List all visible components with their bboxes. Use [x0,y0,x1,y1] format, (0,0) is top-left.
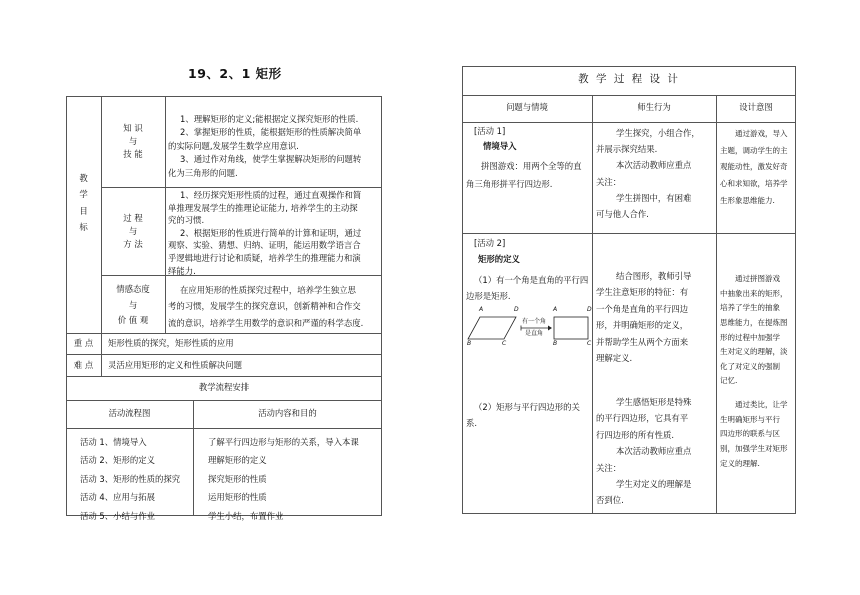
fig-label-B: B [467,340,472,347]
difficulty-value: 灵活应用矩形的定义和性质解决问题 [108,360,242,370]
list-item: 了解平行四边形与矩形的关系，导入本课 [208,437,359,447]
list-item: 运用矩形的性质 [208,492,267,503]
process-label: 过 程 与 方 法 [123,213,143,250]
fig-arrow-bottom: 是直角 [525,330,544,337]
act2-name: 矩形的定义 [478,254,520,264]
rectangle-figure [466,308,592,350]
act2-tag: [活动 2] [474,238,506,248]
act1-teacher: 学生探究，小组合作， 并展示探究结果. 本次活动教师应重点 关注： 学生拼图中，有困难 可与他人合作. [596,128,700,220]
list-item: 活动 1、情境导入 [80,437,147,447]
act2-intent-1: 通过拼图游戏 中抽象出来的矩形， 培养了学生的抽象 思维能力，在提炼图 形的过程中加强学 生对定义的理解，淡 化了对定义的强制 记忆. [720,274,788,386]
header-problem: 问题与情境 [506,102,548,112]
emotion-text: 在应用矩形的性质探究过程中，培养学生独立思 考的习惯，发展学生的探究意识，创新精神和合作交 流的意识，培养学生用数学的意识和严谨的科学态度. [168,285,364,328]
process-title: 教 学 过 程 设 计 [578,73,680,85]
act2-intent-2: 通过类比，让学 生明确矩形与平行 四边形的联系与区 别，加强学生对矩形 定义的理解. [720,400,788,468]
flow-activity-list [80,433,180,525]
act2-def-text: （1）有一个角是直角的平行四 边形是矩形. [466,275,589,302]
list-item: 探究矩形的性质 [208,473,267,484]
list-item: 活动 4、应用与拓展 [80,492,155,503]
flow-header-content: 活动内容和目的 [258,408,317,418]
act1-text: 拼图游戏：用两个全等的直 角三角形拼平行四边形. [466,161,582,189]
fig-label-D2: D [587,306,592,313]
list-item: 理解矩形的定义 [208,455,267,466]
fig-label-C2: C [587,340,592,347]
emotion-label: 情感态度 与 价 值 观 [116,284,150,326]
act2-teacher-2: 学生感悟矩形是特殊 的平行四边形，它具有平 行四边形的所有性质. 本次活动教师应重点 关注： 学生对定义的理解是 否到位. [596,397,692,506]
act1-tag: [活动 1] [474,126,506,136]
fig-label-B2: B [553,340,558,347]
list-item: 学生小结，布置作业 [208,510,284,521]
act2-relation-text: （2）矩形与平行四边形的关 系. [466,402,580,429]
flow-title: 教学流程安排 [198,382,250,392]
key-point-value: 矩形性质的探究，矩形性质的应用 [108,338,234,348]
fig-label-D: D [514,306,519,313]
header-behavior: 师生行为 [637,102,671,112]
knowledge-label: 知 识 与 技 能 [123,123,143,160]
knowledge-text: 1、理解矩形的定义;能根据定义探究矩形的性质. 2、掌握矩形的性质，能根据矩形的性质解决简单 的实际问题,发展学生数学应用意识. 3、通过作对角线，使学生掌握解决矩形的问题转 化为三角形的问题. [168,114,362,178]
act1-name: 情境导入 [483,141,517,151]
fig-arrow-top: 有一个角 [522,318,547,325]
flow-content-list [208,433,359,525]
process-text: 1、经历探究矩形性质的过程，通过直观操作和简 单推理发展学生的推理论证能力, 培养学生的主动探 究的习惯. 2、根据矩形的性质进行简单的计算和证明，通过 观察、实验、猜想、归纳、证明，能运用数学语言合 乎逻辑地进行讨论和质疑，培养学生的推理能力和演 绎能力. [168,190,362,276]
fig-label-A: A [479,306,484,313]
difficulty-label: 难 点 [73,360,94,370]
fig-label-C: C [502,340,507,347]
key-point-label: 重 点 [73,338,94,348]
objective-header: 教 学 目 标 [79,173,88,233]
act1-intent: 通过游戏，导入 主题，调动学生的主 观能动性，激发好奇 心和求知欲，培养学 生形象思维能力. [720,129,788,205]
flow-header-activity: 活动流程图 [108,408,151,418]
list-item: 活动 2、矩形的定义 [80,455,155,466]
list-item: 活动 3、矩形的性质的探究 [80,473,181,484]
page-title: 19、2、1 矩形 [188,66,282,81]
header-intent: 设计意图 [739,102,773,112]
fig-label-A2: A [553,306,558,313]
act2-teacher-1: 结合图形，教师引导 学生注意矩形的特征：有 一个角是直角的平行四边 形，并明确矩形的定义， 并帮助学生从两个方面来 理解定义. [596,271,692,363]
list-item: 活动 5、小结与作业 [80,510,155,521]
